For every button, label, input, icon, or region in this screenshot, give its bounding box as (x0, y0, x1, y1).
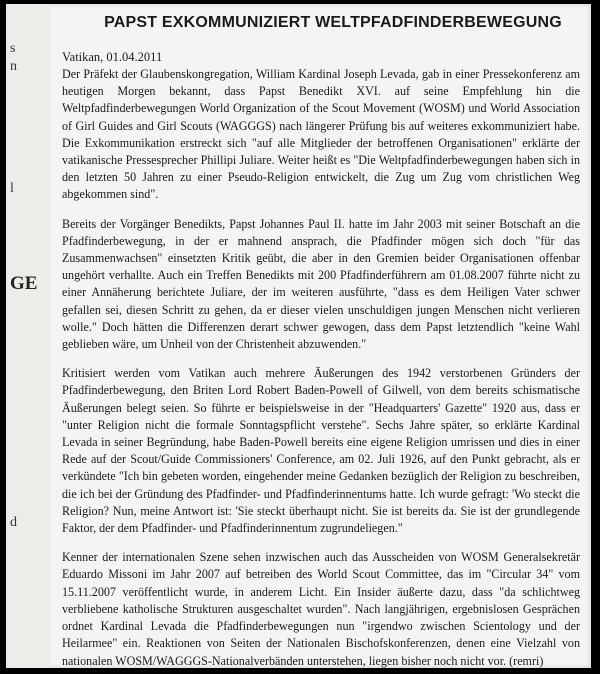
headline: PAPST EXKOMMUNIZIERT WELTPFADFINDERBEWEGUNG (104, 14, 562, 31)
edge-fragment: s (10, 41, 16, 56)
newspaper-clipping (6, 4, 591, 668)
edge-fragment-heading: GE (10, 273, 38, 294)
edge-fragment: d (10, 515, 17, 530)
edge-fragment: n (10, 59, 17, 74)
paragraph: Der Präfekt der Glaubenskongregation, William Kardinal Joseph Levada, gab in einer Pressekonferenz am heutigen Morgen bekannt, dass Papst Benedikt XVI. auf seine Empfehlung hin die Weltpfadfinderbewegungen World Organization of the Scout Movement (WOSM) und World Association of Girl Guides and Girl Scouts (WAGGGS) nach längerer Prüfung bis auf weiteres exkommuniziert habe. Die Exkommunikation erstreckt sich "auf alle Mitglieder der betroffenen Organisationen" erklärte der vatikanische Pressesprecher Phillipi Juliare. Weiter heißt es "Die Weltpfadfinderbewegungen haben sich in den letzten 50 Jahren zu einer Pseudo-Religion entwickelt, die Zug um Zug vom christlichen Weg abgekommen sind". (62, 67, 580, 202)
paragraph: Kritisiert werden vom Vatikan auch mehrere Äußerungen des 1942 verstorbenen Gründers der Pfadfinderbewegung, den Briten Lord Robert Baden-Powell of Gilwell, von dem bereits schismatische Äußerungen belegt seien. So führte er beispielsweise in der "Headquarters' Gazette" 1920 aus, dass er "unter Religion nicht die formale Sonntagspflicht verstehe". Sechs Jahre später, so erklärte Kardinal Levada in seiner Begründung, habe Baden-Powell bereits eine eigene Religion umrissen und dies in einer Rede auf der Scout/Guide Commissioners' Conference, am 02. Juli 1926, auf den Punkt gebracht, als er verkündete "Ich bin gebeten worden, eingehender meine Gedanken bezüglich der Religion zu beschreiben, die ich bei der Gründung des Pfadfinder- und Pfadfinderinnentums hatte. Ich wurde gefragt: 'Wo steckt die Religion? Nun, meine Antwort ist: 'Sie steckt überhaupt nicht. Sie ist bereits da. Sie ist der grundlegende Faktor, der dem Pfadfinder- und Pfadfinderinnentum zugrundeliegen." (62, 366, 580, 536)
edge-fragment: l (10, 181, 14, 196)
article (62, 14, 580, 674)
dateline: Vatikan, 01.04.2011 (62, 50, 163, 64)
paragraph: Kenner der internationalen Szene sehen inzwischen auch das Ausscheiden von WOSM Generalsekretär Eduardo Missoni im Jahr 2007 auf betreiben des World Scout Committee, das im "Circular 34" vom 15.11.2007 veröffentlicht wurde, in anderem Licht. Ein Insider äußerte dazu, dass "da schlichtweg verbliebene katholische Strukturen ausgeschaltet wurden". Nach langjährigen, ergebnislosen Gesprächen ordnet Kardinal Levada die Pfadfinderbewegungen nun "irgendwo zwischen Scientology und der Heilarmee" ein. Reaktionen von Seiten der Nationalen Bischofskonferenzen, denen eine Vielzahl von nationalen WOSM/WAGGGS-Nationalverbänden unterstehen, liegen bisher noch nicht vor. (remri) (62, 550, 580, 668)
adjacent-column-fragment (6, 4, 50, 668)
paragraph: Bereits der Vorgänger Benedikts, Papst Johannes Paul II. hatte im Jahr 2003 mit seiner Botschaft an die Pfadfinderbewegung, in der er mahnend ansprach, die Pfadfinder mögen sich doch "für das Zusammenwachsen" einsetzten Kritik geübt, die aber in den Gremien beider Organisationen offenbar ungehört verhallte. Auch ein Treffen Benedikts mit 200 Pfadfinderführern am 01.08.2007 führte nicht zu einer Annäherung berichtete Juliare, der im weiteren ausführte, "dass es dem Heiligen Vater schwer gefallen sei, diesen Schritt zu gehen, da er dieser vielen unschuldigen jungen Menschen nicht verlieren wolle." Doch hätten die Differenzen derart schwer gewogen, dass dem Papst letztendlich "keine Wahl geblieben wäre, um Unheil von der Christenheit abzuwenden." (62, 216, 580, 352)
